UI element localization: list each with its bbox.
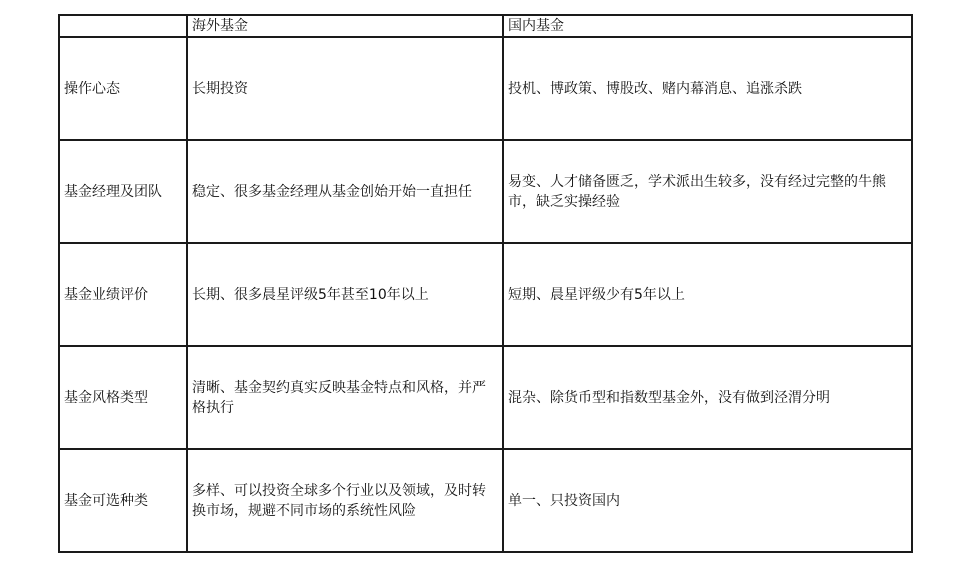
- row-label: 操作心态: [59, 37, 187, 140]
- header-cell-empty: [59, 15, 187, 37]
- row-label: 基金业绩评价: [59, 243, 187, 346]
- table-row: [59, 449, 912, 552]
- row-label: 基金可选种类: [59, 449, 187, 552]
- domestic-cell: 混杂、除货币型和指数型基金外，没有做到泾渭分明: [503, 346, 912, 449]
- row-label: 基金风格类型: [59, 346, 187, 449]
- table-row: [59, 346, 912, 449]
- overseas-cell: 长期、很多晨星评级5年甚至10年以上: [187, 243, 503, 346]
- overseas-cell: 长期投资: [187, 37, 503, 140]
- domestic-cell: 单一、只投资国内: [503, 449, 912, 552]
- overseas-cell: 稳定、很多基金经理从基金创始开始一直担任: [187, 140, 503, 243]
- overseas-cell: 多样、可以投资全球多个行业以及领域，及时转换市场，规避不同市场的系统性风险: [187, 449, 503, 552]
- overseas-cell: 清晰、基金契约真实反映基金特点和风格，并严格执行: [187, 346, 503, 449]
- row-label: 基金经理及团队: [59, 140, 187, 243]
- domestic-cell: 短期、晨星评级少有5年以上: [503, 243, 912, 346]
- header-cell-domestic: 国内基金: [503, 15, 912, 37]
- domestic-cell: 投机、博政策、博股改、赌内幕消息、追涨杀跌: [503, 37, 912, 140]
- comparison-table: [58, 14, 913, 553]
- table-row: [59, 37, 912, 140]
- table-row: [59, 243, 912, 346]
- table-row: [59, 140, 912, 243]
- header-cell-overseas: 海外基金: [187, 15, 503, 37]
- table-header-row: [59, 15, 912, 37]
- domestic-cell: 易变、人才储备匮乏，学术派出生较多，没有经过完整的牛熊市，缺乏实操经验: [503, 140, 912, 243]
